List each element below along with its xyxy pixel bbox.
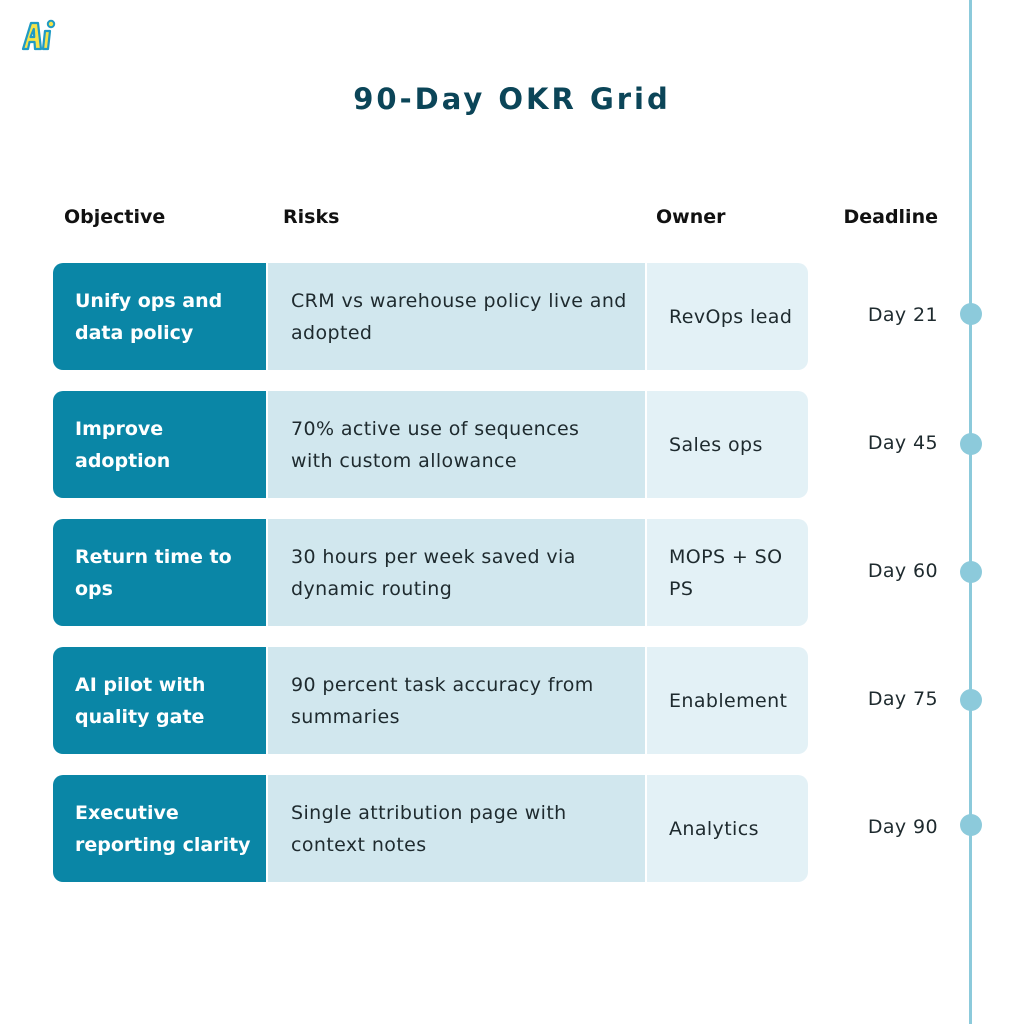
okr-row [53, 263, 808, 370]
timeline-line [969, 0, 972, 1024]
timeline-dot [960, 303, 982, 325]
owner-cell: Enablement [647, 647, 808, 754]
objective-cell: AI pilot with quality gate [53, 647, 266, 754]
risk-cell: 30 hours per week saved via dynamic routing [268, 519, 645, 626]
objective-cell: Unify ops and data policy [53, 263, 266, 370]
okr-row [53, 519, 808, 626]
timeline-dot [960, 814, 982, 836]
owner-cell: Sales ops [647, 391, 808, 498]
timeline-dot [960, 561, 982, 583]
column-header-objective: Objective [64, 206, 166, 228]
ai-logo-icon [19, 18, 59, 54]
risk-cell: 90 percent task accuracy from summaries [268, 647, 645, 754]
objective-cell: Improve adoption [53, 391, 266, 498]
timeline-dot [960, 689, 982, 711]
okr-row [53, 647, 808, 754]
column-header-deadline: Deadline [843, 206, 938, 228]
owner-cell: MOPS + SOPS [647, 519, 808, 626]
objective-cell: Return time to ops [53, 519, 266, 626]
owner-cell: Analytics [647, 775, 808, 882]
deadline-label: Day 45 [867, 432, 938, 454]
timeline-dot [960, 433, 982, 455]
owner-cell: RevOps lead [647, 263, 808, 370]
risk-cell: Single attribution page with context notes [268, 775, 645, 882]
okr-row [53, 391, 808, 498]
deadline-label: Day 21 [867, 304, 938, 326]
deadline-label: Day 75 [867, 688, 938, 710]
column-header-owner: Owner [656, 206, 726, 228]
risk-cell: CRM vs warehouse policy live and adopted [268, 263, 645, 370]
deadline-label: Day 90 [867, 816, 938, 838]
objective-cell: Executive reporting clarity [53, 775, 266, 882]
deadline-label: Day 60 [867, 560, 938, 582]
okr-row [53, 775, 808, 882]
risk-cell: 70% active use of sequences with custom allowance [268, 391, 645, 498]
page-title: 90-Day OKR Grid [353, 82, 671, 116]
column-header-risks: Risks [283, 206, 340, 228]
